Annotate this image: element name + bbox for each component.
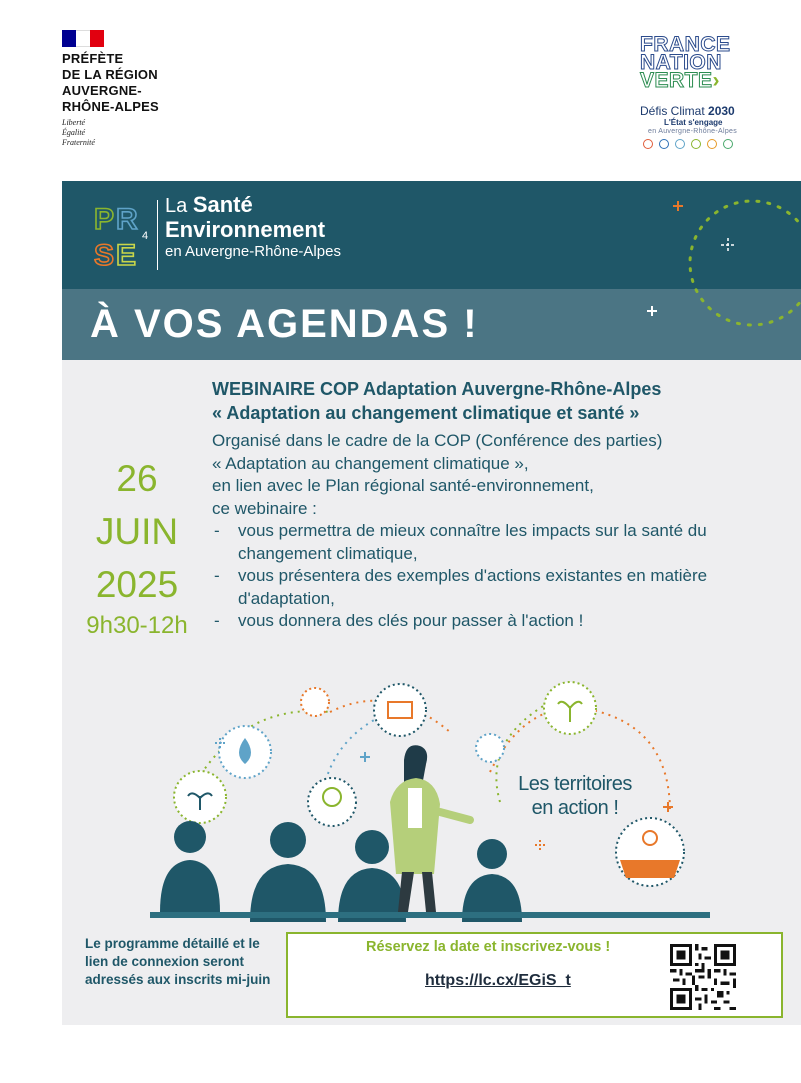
theme-dot-icon [723,139,733,149]
svg-text:P: P [94,203,115,236]
illustration-caption: Les territoires en action ! [518,773,632,819]
prefecture-name: PRÉFÈTE DE LA RÉGION AUVERGNE- RHÔNE-ALPES [62,51,159,114]
brand-title: La Santé Environnement en Auvergne-Rhône-Alpes [165,192,341,260]
list-item: - vous donnera des clés pour passer à l'action ! [212,610,792,633]
prse-logo-icon [94,199,154,271]
svg-text:R: R [116,203,138,236]
presenter-figure [390,745,470,912]
event-day: 26 [116,458,158,499]
france-nation-verte-logo [640,33,765,149]
book-icon [374,684,426,736]
republic-motto: Liberté Égalité Fraternité [62,118,95,147]
etat-tagline: L'État s'engage [664,118,723,127]
event-year: 2025 [95,564,179,605]
qr-code-icon[interactable] [670,944,736,1010]
registration-link[interactable]: https://lc.cx/EGiS_t [425,972,571,989]
svg-text:4: 4 [142,230,149,242]
theme-dot-icon [691,139,701,149]
desc-line: Organisé dans le cadre de la COP (Conférence des parties) [212,431,663,450]
event-subtitle: « Adaptation au changement climatique et santé » [212,403,640,423]
fnv-word-france: FRANCE [640,33,731,56]
fnv-word-nation: NATION [640,51,722,74]
event-time: 9h30-12h [86,612,188,639]
fnv-region: en Auvergne-Rhône-Alpes [648,128,738,135]
agenda-heading: À VOS AGENDAS ! [90,302,479,346]
theme-dot-icon [659,139,669,149]
list-item: - vous présentera des exemples d'actions existantes en matière d'adaptation, [212,565,792,610]
registration-label: Réservez la date et inscrivez-vous ! [366,939,611,955]
banner-decoration [600,181,801,360]
svg-text:E: E [116,239,137,271]
svg-text:S: S [94,239,115,271]
theme-dot-icon [675,139,685,149]
event-description [212,430,792,633]
marianne-flag-icon [62,30,104,47]
desc-line: en lien avec le Plan régional santé-environnement, [212,476,594,495]
theme-dot-icon [643,139,653,149]
tree-icon [308,778,356,826]
theme-dot-icon [707,139,717,149]
desc-line: « Adaptation au changement climatique », [212,453,529,473]
event-month: JUIN [95,511,179,552]
benefits-list [212,520,792,633]
event-title: WEBINAIRE COP Adaptation Auvergne-Rhône-Alpes [212,379,662,399]
list-item: - vous permettra de mieux connaître les impacts sur la santé du changement climatique, [212,520,792,565]
event-date [62,452,212,641]
program-note: Le programme détaillé et le lien de connexion seront adressés aux inscrits mi-juin [85,936,271,987]
lightbulb-icon [301,688,329,716]
prefecture-logo [62,30,242,148]
theme-icons [643,139,765,149]
logo-divider [157,200,158,270]
fnv-word-verte: VERTE› [640,69,721,92]
desc-line: ce webinaire : [212,498,317,518]
defis-climat-label: Défis Climat 2030 [640,104,735,118]
